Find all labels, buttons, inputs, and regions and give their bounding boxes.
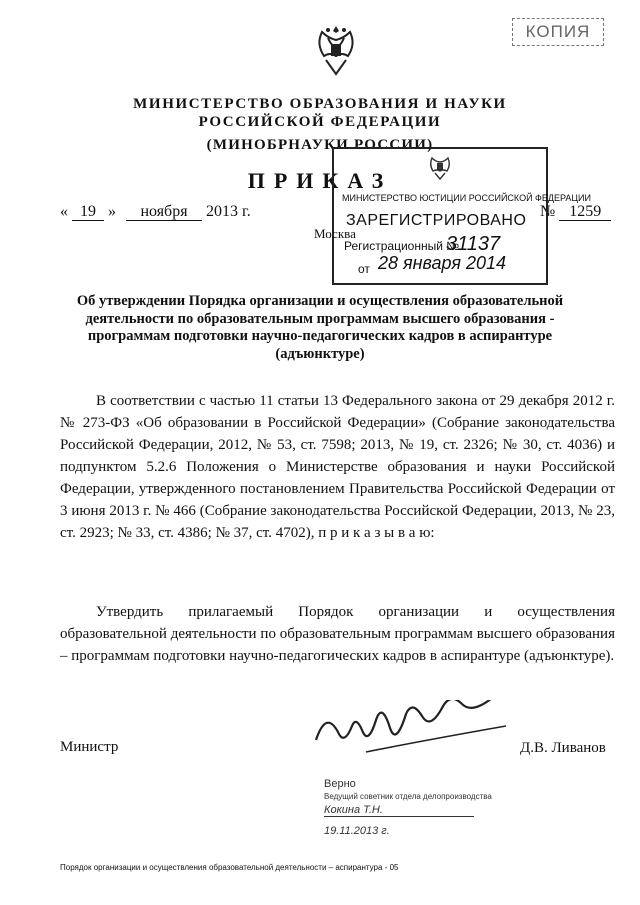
verno-label: Верно xyxy=(324,778,356,790)
order-number xyxy=(540,203,611,221)
preamble-text: В соответствии с частью 11 статьи 13 Федерального закона от 29 декабря 2012 г. № 273-ФЗ «Об образовании в Российской Федерации» (Собрание законодательства Российской Федерации, 2012, № 53, ст. 7598; 2013, № 19, ст. 2326; № 30, ст. 4036) и подпунктом 5.2.6 Положения о Министерстве образования и науки Российской Федерации, утвержденного постановлением Правительства Российской Федерации от 3 июня 2013 г. № 466 (Собрание законодательства Российской Федерации, 2013, № 23, ст. 2923; № 33, ст. 4386; № 37, ст. 4702), п р и к а з ы в а ю: xyxy=(60,393,615,541)
verno-department: Ведущий советник отдела делопроизводства xyxy=(324,792,492,801)
date-close-quote: » xyxy=(108,203,116,220)
signatory-name: Д.В. Ливанов xyxy=(520,740,606,756)
copy-stamp: КОПИЯ xyxy=(512,18,604,46)
stamp-emblem-icon xyxy=(428,153,452,181)
stamp-reg-date: 28 января 2014 xyxy=(378,253,507,273)
verno-date: 19.11.2013 г. xyxy=(324,825,390,837)
date-month: ноября xyxy=(126,204,202,221)
verno-signer: Кокина Т.Н. xyxy=(324,804,474,817)
number-value: 1259 xyxy=(559,204,611,221)
order-text: Утвердить прилагаемый Порядок организации и осуществления образовательной деятельности по образовательным программам высшего образования – программам подготовки научно-педагогических кадров в аспирантуре (адъюнктуре). xyxy=(60,604,615,664)
stamp-authority: МИНИСТЕРСТВО ЮСТИЦИИ РОССИЙСКОЙ ФЕДЕРАЦИИ xyxy=(342,193,591,203)
order-date xyxy=(60,203,251,221)
signatory-position: Министр xyxy=(60,739,119,755)
date-day: 19 xyxy=(72,204,104,221)
ministry-name-line2: РОССИЙСКОЙ ФЕДЕРАЦИИ xyxy=(198,114,442,130)
stamp-reg-number: 31137 xyxy=(446,233,501,255)
document-type: ПРИКАЗ xyxy=(247,168,393,193)
date-year: 2013 г. xyxy=(206,203,251,220)
order-paragraph xyxy=(60,601,615,667)
stamp-status: ЗАРЕГИСТРИРОВАНО xyxy=(346,212,527,229)
stamp-reg-label: Регистрационный № xyxy=(344,239,460,253)
handwritten-signature xyxy=(306,700,526,760)
certification-stamp xyxy=(318,778,508,846)
page-footer: Порядок организации и осуществления образовательной деятельности – аспирантура - 05 xyxy=(60,863,399,872)
ministry-short-name: (МИНОБРНАУКИ РОССИИ) xyxy=(206,137,434,153)
coat-of-arms-emblem xyxy=(312,22,360,80)
ministry-name-line1: МИНИСТЕРСТВО ОБРАЗОВАНИЯ И НАУКИ xyxy=(133,96,507,112)
number-sign: № xyxy=(540,203,556,220)
place-label: Москва xyxy=(314,226,356,241)
document-title: Об утверждении Порядка организации и осуществления образовательной деятельности по образовательным программам высшего образования - программам подготовки научно-педагогических кадров в аспирантуре (адъюнктуре) xyxy=(76,293,564,362)
date-open-quote: « xyxy=(60,203,68,220)
stamp-date-label: от xyxy=(358,262,370,276)
preamble-paragraph xyxy=(60,390,615,544)
